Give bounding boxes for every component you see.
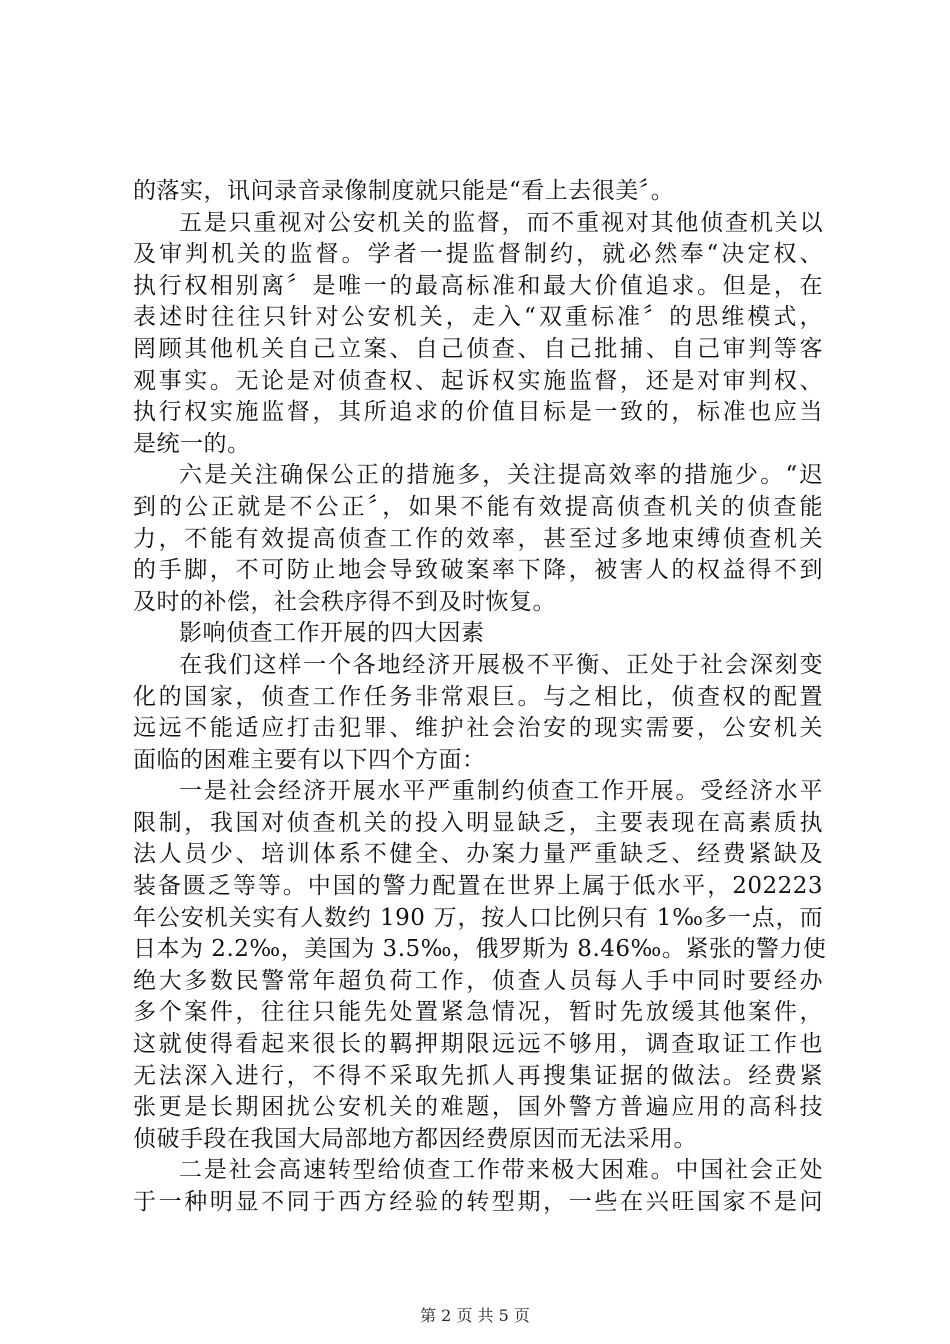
text-line: 面临的困难主要有以下四个方面： [133,746,486,773]
page-footer: 第 2 页 共 5 页 [420,1306,530,1325]
text-line: 年公安机关实有人数约 190 万，按人口比例只有 1‰多一点，而 [133,904,823,931]
text-line: 及审判机关的监督。学者一提监督制约，就必然奉“决定权、 [133,241,823,268]
text-line: 执行权实施监督，其所追求的价值目标是一致的，标准也应当 [133,399,823,426]
text-line: 是统一的。 [133,430,251,457]
text-line: 的落实，讯问录音录像制度就只能是“看上去很美〞。 [133,178,675,204]
text-line: 力，不能有效提高侦查工作的效率，甚至过多地束缚侦查机关 [133,525,823,552]
text-line: 到的公正就是不公正〞，如果不能有效提高侦查机关的侦查能 [133,493,823,520]
text-line: 二是社会高速转型给侦查工作带来极大困难。中国社会正处 [179,1157,823,1184]
text-line: 日本为 2.2‰，美国为 3.5‰，俄罗斯为 8.46‰。紧张的警力使 [133,936,827,963]
text-line: 侦破手段在我国大局部地方都因经费原因而无法采用。 [133,1125,697,1152]
text-line: 表述时往往只针对公安机关，走入“双重标准〞的思维模式， [133,304,823,331]
text-line: 的手脚，不可防止地会导致破案率下降，被害人的权益得不到 [133,557,823,584]
text-line: 张更是长期困扰公安机关的难题，国外警方普遍应用的高科技 [133,1094,823,1121]
text-line: 限制，我国对侦查机关的投入明显缺乏，主要表现在高素质执 [133,809,823,836]
text-line: 六是关注确保公正的措施多，关注提高效率的措施少。“迟 [179,462,823,489]
text-line: 在我们这样一个各地经济开展极不平衡、正处于社会深刻变 [179,651,823,678]
text-line: 执行权相别离〞是唯一的最高标准和最大价值追求。但是，在 [133,272,823,299]
text-line: 五是只重视对公安机关的监督，而不重视对其他侦查机关以 [179,209,823,236]
text-line: 装备匮乏等等。中国的警力配置在世界上属于低水平，202223 [133,873,823,900]
text-line: 及时的补偿，社会秩序得不到及时恢复。 [133,588,556,615]
text-line: 罔顾其他机关自己立案、自己侦查、自己批捕、自己审判等客 [133,335,823,362]
text-line: 多个案件，往往只能先处置紧急情况，暂时先放缓其他案件， [133,999,823,1026]
text-line: 无法深入进行，不得不采取先抓人再搜集证据的做法。经费紧 [133,1062,823,1089]
text-line: 远远不能适应打击犯罪、维护社会治安的现实需要，公安机关 [133,715,823,742]
text-line: 于一种明显不同于西方经验的转型期，一些在兴旺国家不是问 [133,1189,823,1215]
text-line: 一是社会经济开展水平严重制约侦查工作开展。受经济水平 [179,778,823,805]
text-line: 影响侦查工作开展的四大因素 [179,620,485,647]
text-line: 这就使得看起来很长的羁押期限远远不够用，调查取证工作也 [133,1031,823,1058]
text-line: 法人员少、培训体系不健全、办案力量严重缺乏、经费紧缺及 [133,841,823,868]
text-line: 观事实。无论是对侦查权、起诉权实施监督，还是对审判权、 [133,367,823,394]
text-line: 化的国家，侦查工作任务非常艰巨。与之相比，侦查权的配置 [133,683,823,710]
text-line: 绝大多数民警常年超负荷工作，侦查人员每人手中同时要经办 [133,967,823,994]
document-body [133,176,827,1219]
